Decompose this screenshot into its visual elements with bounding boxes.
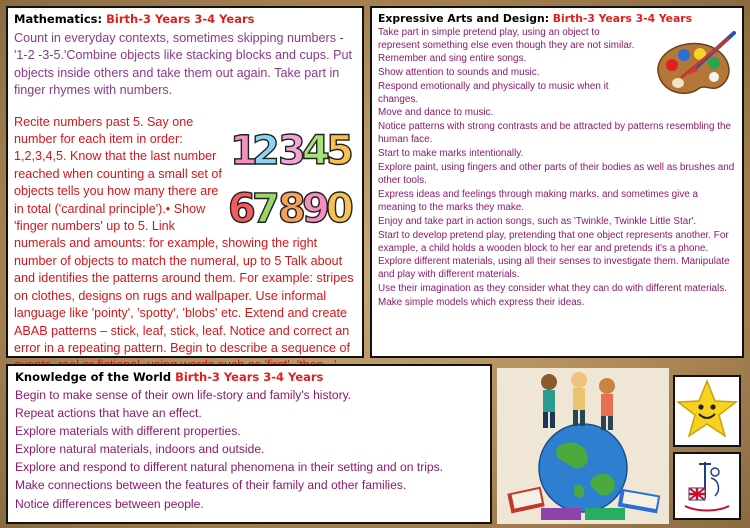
expressive-arts-item: Explore different materials, using all their senses to investigate them. Manipulate and play with different materials. [378, 256, 730, 281]
globe-children-image [497, 368, 669, 524]
expressive-arts-panel [370, 6, 744, 358]
expressive-arts-item: Start to make marks intentionally. [378, 148, 524, 160]
knowledge-age-3-4: 3-4 Years [263, 370, 324, 384]
mathematics-birth-3-text: Count in everyday contexts, sometimes skipping numbers - '1-2 -3-5.'Combine objects like stacking blocks and cups. Put objects inside others and take them out again. Take part in finger rhymes with numbers. [14, 31, 353, 98]
expressive-arts-item: Take part in simple pretend play, using an object to represent something else even though they are not similar. Remember and sing entire songs. [378, 27, 635, 64]
digit-4: 4 [302, 127, 330, 174]
digit-0: 0 [326, 185, 354, 232]
digit-6: 6 [228, 185, 256, 232]
mathematics-age-3-4: 3-4 Years [194, 12, 255, 26]
knowledge-item: Begin to make sense of their own life-story and family's history. [15, 388, 352, 402]
expressive-arts-item: Move and dance to music. [378, 107, 494, 119]
expressive-arts-item: Use their imagination as they consider what they can do with different materials. [378, 283, 727, 295]
digit-8: 8 [278, 185, 306, 232]
school-logo-image [673, 452, 741, 520]
knowledge-item: Notice differences between people. [15, 496, 204, 511]
mathematics-header [14, 12, 356, 26]
knowledge-of-world-title: Knowledge of the World [15, 370, 176, 384]
knowledge-item: Explore materials with different properties. [15, 424, 241, 439]
smiley-star-image [673, 375, 741, 447]
knowledge-item: Repeat actions that have an effect. [15, 406, 202, 421]
paint-palette-icon [648, 27, 738, 107]
mathematics-panel [6, 6, 364, 358]
knowledge-item: Explore natural materials, indoors and outside. [15, 442, 265, 457]
knowledge-of-world-list [15, 386, 483, 513]
expressive-arts-item: Express ideas and feelings through making marks, and sometimes give a meaning to the marks they make. [378, 188, 699, 213]
expressive-arts-item: Notice patterns with strong contrasts and be attracted by patterns resembling the human face. [378, 121, 731, 146]
knowledge-of-world-panel [6, 364, 492, 524]
digit-3: 3 [278, 127, 306, 174]
expressive-arts-item: Respond emotionally and physically to music when it changes. [378, 80, 609, 105]
knowledge-item: Make connections between the features of their family and other families. [15, 478, 407, 493]
digit-7: 7 [252, 185, 280, 232]
numbers-image [228, 118, 356, 230]
knowledge-of-world-header [15, 370, 483, 384]
expressive-arts-item: Make simple models which express their ideas. [378, 297, 585, 309]
knowledge-age-birth-3: Birth-3 Years [175, 370, 264, 384]
digit-5: 5 [326, 127, 354, 174]
mathematics-age-birth-3: Birth-3 Years [106, 12, 195, 26]
digit-1: 1 [230, 127, 258, 174]
expressive-arts-item: Enjoy and take part in action songs, such as 'Twinkle, Twinkle Little Star'. [378, 215, 697, 227]
digit-9: 9 [302, 185, 330, 232]
expressive-arts-header [378, 12, 736, 25]
expressive-arts-item: Show attention to sounds and music. [378, 66, 540, 78]
expressive-arts-item: Start to develop pretend play, pretending that one object represents another. For example, a child holds a wooden block to her ear and pretends it's a phone. [378, 229, 729, 254]
expressive-arts-title: Expressive Arts and Design: [378, 12, 553, 25]
mathematics-3-4-text: Recite numbers past 5. Say one number for each item in order: 1,2,3,4,5. Know that the last number reached when counting a small set of objects tells you how many there are in total ('cardinal principle').• Show 'finger numbers' up to 5. Link numerals and amounts: for example, showing the right number of objects to match the numeral, up to 5 Talk about and identifies the patterns around them. For example: stripes on clothes, designs on rugs and wallpaper. Use informal language like 'pointy', 'spotty', 'blobs' etc. Extend and create ABAB patterns – stick, leaf, stick, leaf. Notice and correct an error in a repeating pattern. Begin to describe a sequence of [14, 114, 354, 355]
mathematics-title: Mathematics: [14, 12, 107, 26]
digit-2: 2 [252, 127, 280, 174]
expressive-arts-age-3-4: 3-4 Years [635, 12, 693, 25]
knowledge-item: Explore and respond to different natural phenomena in their setting and on trips. [15, 460, 444, 475]
expressive-arts-age-birth-3: Birth-3 Years [552, 12, 636, 25]
expressive-arts-item: Explore paint, using fingers and other parts of their bodies as well as brushes and other tools. [378, 162, 735, 186]
